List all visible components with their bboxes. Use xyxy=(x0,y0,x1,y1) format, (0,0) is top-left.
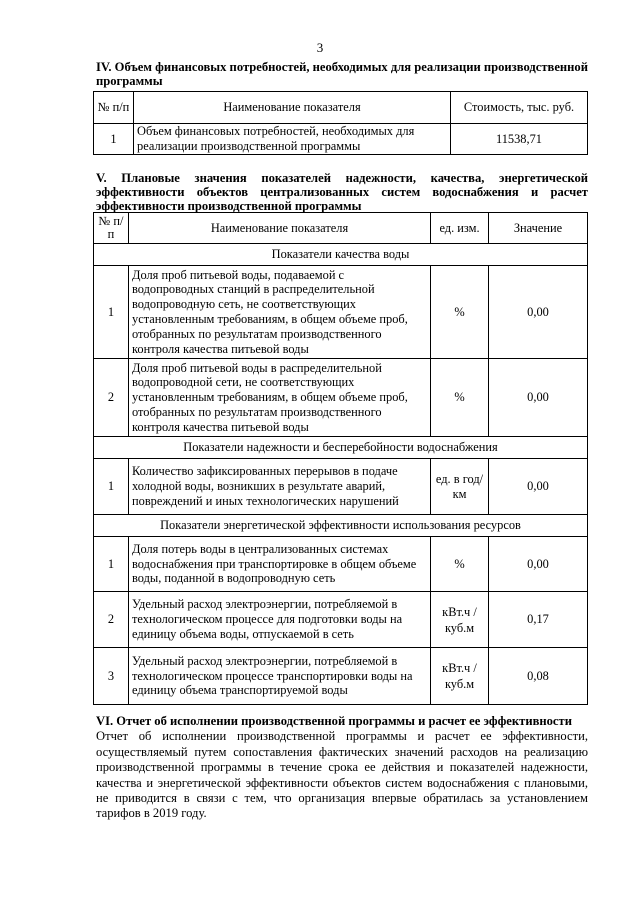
row-name: Объем финансовых потребностей, необходимых для реализации производственной программы xyxy=(134,124,451,155)
table-header-row xyxy=(94,92,588,124)
indicators-table xyxy=(93,212,588,705)
group-row xyxy=(94,515,588,537)
table-row xyxy=(94,359,588,437)
table-header-row xyxy=(94,213,588,244)
table-row xyxy=(94,124,588,155)
row-unit: % xyxy=(431,359,489,437)
row-unit: % xyxy=(431,266,489,359)
row-num: 1 xyxy=(94,266,129,359)
row-value: 11538,71 xyxy=(451,124,588,155)
table-row xyxy=(94,648,588,705)
header-unit: ед. изм. xyxy=(431,213,489,244)
financial-needs-table xyxy=(93,91,588,155)
header-cost: Стоимость, тыс. руб. xyxy=(451,92,588,124)
table-row xyxy=(94,459,588,515)
row-num: 2 xyxy=(94,359,129,437)
row-num: 2 xyxy=(94,592,129,648)
row-name: Доля проб питьевой воды в распределительной водопроводной сети, не соответствующих установленным требованиям, в общем объеме проб, отобранных по результатам производственного контроля качества питьевой воды xyxy=(129,359,431,437)
table-row xyxy=(94,537,588,592)
row-name: Удельный расход электроэнергии, потребляемой в технологическом процессе транспортировки воды на единицу объема транспортируемой воды xyxy=(129,648,431,705)
row-value: 0,00 xyxy=(489,266,588,359)
row-value: 0,17 xyxy=(489,592,588,648)
row-value: 0,08 xyxy=(489,648,588,705)
section-6 xyxy=(96,714,588,822)
section-4-title: IV. Объем финансовых потребностей, необходимых для реализации производственной программы xyxy=(96,60,588,88)
row-unit: ед. в год/ км xyxy=(431,459,489,515)
group-title-reliability: Показатели надежности и бесперебойности водоснабжения xyxy=(94,437,588,459)
row-name: Доля проб питьевой воды, подаваемой с водопроводных станций в распределительной водопроводную сеть, не соответствующих установленным требованиям, в общем объеме проб, отобранных по результатам производственного контроля качества питьевой воды xyxy=(129,266,431,359)
section-6-title: VI. Отчет об исполнении производственной программы и расчет ее эффективности xyxy=(96,714,572,728)
row-value: 0,00 xyxy=(489,359,588,437)
header-num: № п/п xyxy=(94,213,129,244)
header-value: Значение xyxy=(489,213,588,244)
group-title-energy: Показатели энергетической эффективности использования ресурсов xyxy=(94,515,588,537)
row-value: 0,00 xyxy=(489,459,588,515)
row-value: 0,00 xyxy=(489,537,588,592)
row-num: 3 xyxy=(94,648,129,705)
header-name: Наименование показателя xyxy=(134,92,451,124)
group-row xyxy=(94,437,588,459)
header-name: Наименование показателя xyxy=(129,213,431,244)
row-num: 1 xyxy=(94,459,129,515)
row-num: 1 xyxy=(94,537,129,592)
section-5-title: V. Плановые значения показателей надежности, качества, энергетической эффективности объектов централизованных систем водоснабжения и расчет эффективности производственной программы xyxy=(96,171,588,213)
page-number: 3 xyxy=(316,40,324,55)
section-6-text: Отчет об исполнении производственной программы и расчет ее эффективности, осуществляемый путем сопоставления фактических значений расходов на реализацию производственной программы в течение срока ее действия и показателей надежности, качества и энергетической эффективности объектов систем водоснабжения с плановыми, не приводится в связи с тем, что организация впервые обратилась за установлением тарифов в 2019 году. xyxy=(96,729,588,821)
row-unit: кВт.ч / куб.м xyxy=(431,592,489,648)
row-name: Доля потерь воды в централизованных системах водоснабжения при транспортировке в общем объеме воды, поданной в водопроводную сеть xyxy=(129,537,431,592)
header-num: № п/п xyxy=(94,92,134,124)
row-unit: % xyxy=(431,537,489,592)
row-unit: кВт.ч / куб.м xyxy=(431,648,489,705)
group-row xyxy=(94,244,588,266)
row-name: Удельный расход электроэнергии, потребляемой в технологическом процессе для подготовки воды на единицу объема воды, отпускаемой в сеть xyxy=(129,592,431,648)
row-name: Количество зафиксированных перерывов в подаче холодной воды, возникших в результате аварий, повреждений и иных технологических нарушений xyxy=(129,459,431,515)
table-row xyxy=(94,266,588,359)
table-row xyxy=(94,592,588,648)
row-num: 1 xyxy=(94,124,134,155)
group-title-quality: Показатели качества воды xyxy=(94,244,588,266)
